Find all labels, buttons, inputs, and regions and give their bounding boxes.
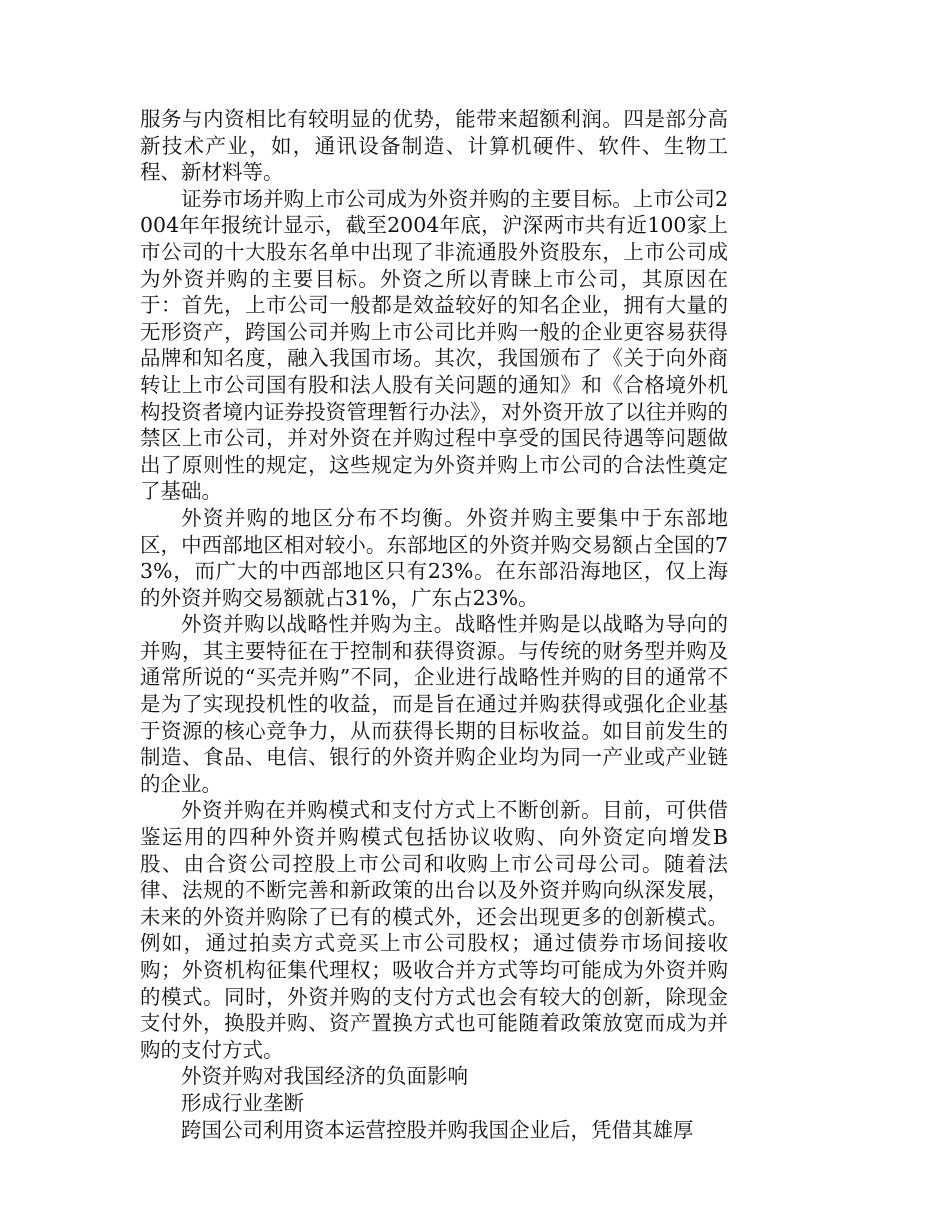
paragraph-listed-companies: 证券市场并购上市公司成为外资并购的主要目标。上市公司2004年年报统计显示，截至2004年底，沪深两市共有近100家上市公司的十大股东名单中出现了非流通股外资股东，上市公司成为外资并购的主要目标。外资之所以青睐上市公司，其原因在于：首先，上市公司一般都是效益较好的知名企业，拥有大量的无形资产，跨国公司并购上市公司比并购一般的企业更容易获得品牌和知名度，融入我国市场。其次，我国颁布了《关于向外商转让上市公司国有股和法人股有关问题的通知》和《合格境外机构投资者境内证券投资管理暂行办法》，对外资开放了以往并购的禁区上市公司，并对外资在并购过程中享受的国民待遇等问题做出了原则性的规定，这些规定为外资并购上市公司的合法性奠定了基础。 bbox=[140, 186, 728, 504]
document-body bbox=[140, 106, 728, 1143]
paragraph-innovation-models: 外资并购在并购模式和支付方式上不断创新。目前，可供借鉴运用的四种外资并购模式包括协议收购、向外资定向增发B股、由合资公司控股上市公司和收购上市公司母公司。随着法律、法规的不断完善和新政策的出台以及外资并购向纵深发展，未来的外资并购除了已有的模式外，还会出现更多的创新模式。例如，通过拍卖方式竞买上市公司股权；通过债券市场间接收购；外资机构征集代理权；吸收合并方式等均可能成为外资并购的模式。同时，外资并购的支付方式也会有较大的创新，除现金支付外，换股并购、资产置换方式也可能随着政策放宽而成为并购的支付方式。 bbox=[140, 798, 728, 1062]
paragraph-strategic-mergers: 外资并购以战略性并购为主。战略性并购是以战略为导向的并购，其主要特征在于控制和获得资源。与传统的财务型并购及通常所说的“买壳并购”不同，企业进行战略性并购的目的通常不是为了实现投机性的收益，而是旨在通过并购获得或强化企业基于资源的核心竞争力，从而获得长期的目标收益。如目前发生的制造、食品、电信、银行的外资并购企业均为同一产业或产业链的企业。 bbox=[140, 612, 728, 796]
section-heading-negative-impact: 外资并购对我国经济的负面影响 bbox=[181, 1064, 468, 1089]
subsection-heading-monopoly: 形成行业垄断 bbox=[181, 1090, 304, 1115]
paragraph-regional-distribution: 外资并购的地区分布不均衡。外资并购主要集中于东部地区，中西部地区相对较小。东部地区的外资并购交易额占全国的73%，而广大的中西部地区只有23%。在东部沿海地区，仅上海的外资并购交易额就占31%，广东占23%。 bbox=[140, 505, 728, 610]
paragraph-continuation: 服务与内资相比有较明显的优势，能带来超额利润。四是部分高新技术产业，如，通讯设备制造、计算机硬件、软件、生物工程、新材料等。 bbox=[140, 107, 728, 185]
paragraph-monopoly: 跨国公司利用资本运营控股并购我国企业后，凭借其雄厚 bbox=[181, 1117, 694, 1142]
